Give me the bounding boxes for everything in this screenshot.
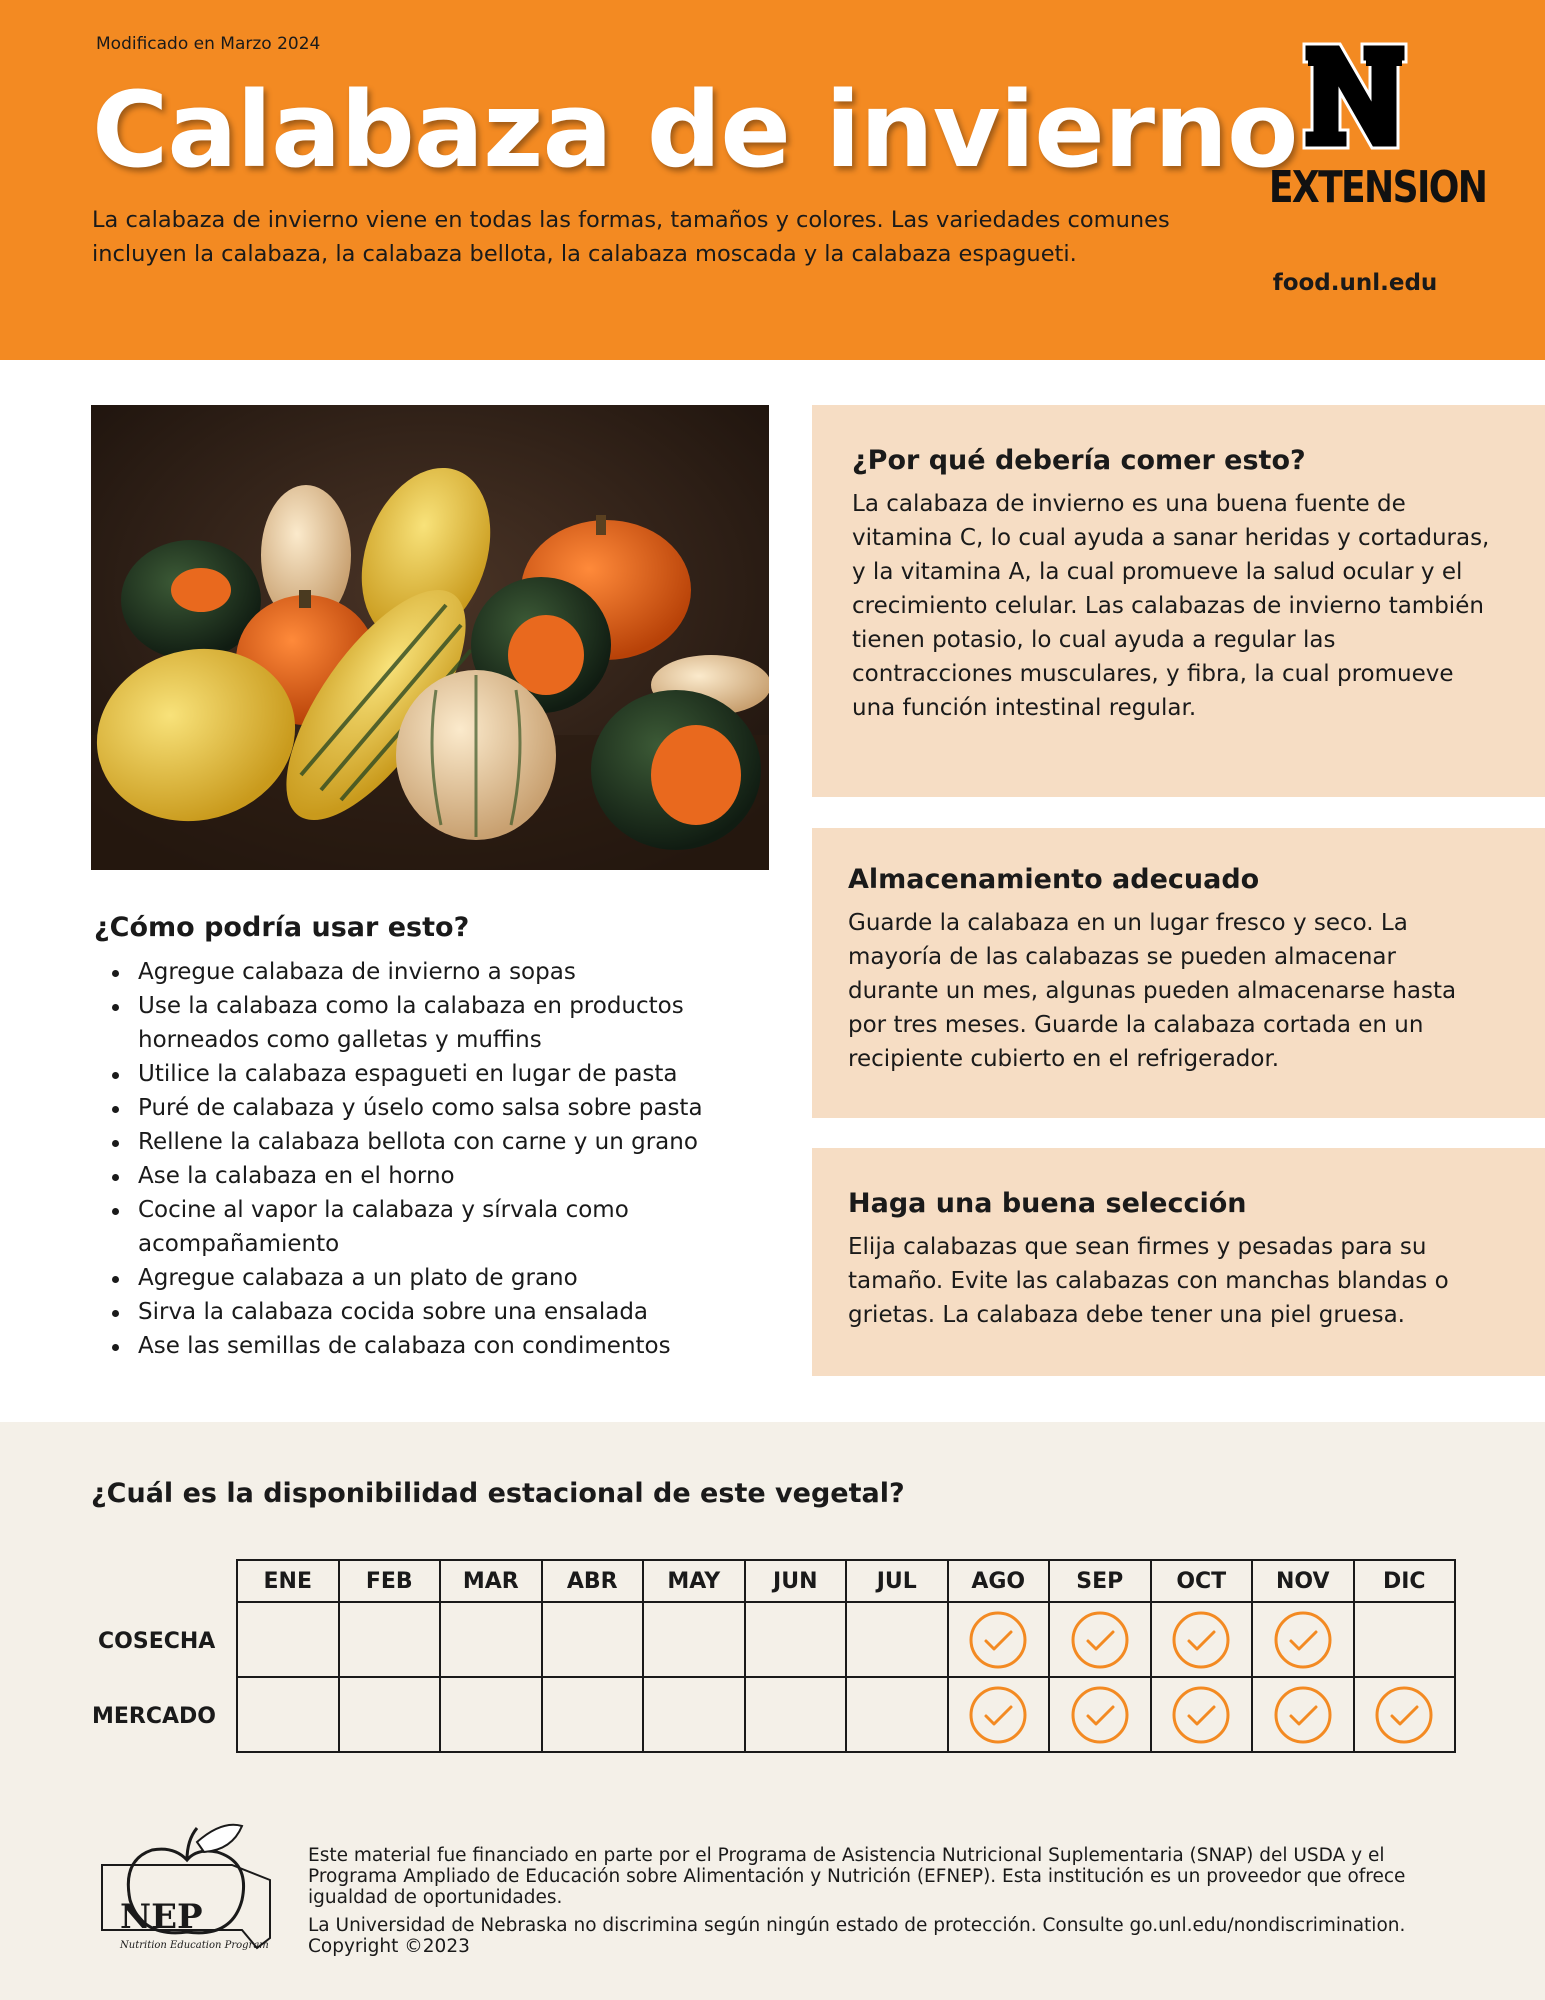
check-icon bbox=[1273, 1685, 1333, 1745]
availability-cell bbox=[1353, 1676, 1457, 1753]
intro-text: La calabaza de invierno viene en todas las formas, tamaños y colores. Las variedades comunes incluyen la calabaza, la calabaza bellota, la calabaza moscada y la calabaza espagueti. bbox=[92, 207, 1170, 267]
why-box bbox=[812, 405, 1545, 797]
list-item: Ase las semillas de calabaza con condimentos bbox=[94, 1329, 774, 1363]
month-header-oct: OCT bbox=[1150, 1559, 1254, 1603]
list-item: Agregue calabaza a un plato de grano bbox=[94, 1261, 774, 1295]
month-header-dic: DIC bbox=[1353, 1559, 1457, 1603]
list-item: Sirva la calabaza cocida sobre una ensalada bbox=[94, 1295, 774, 1329]
month-header-mar: MAR bbox=[439, 1559, 543, 1603]
list-item: Cocine al vapor la calabaza y sírvala como acompañamiento bbox=[94, 1193, 774, 1261]
availability-cell bbox=[947, 1676, 1051, 1753]
availability-cell bbox=[236, 1676, 340, 1753]
check-icon bbox=[1070, 1685, 1130, 1745]
availability-cell bbox=[541, 1676, 645, 1753]
availability-cell bbox=[338, 1601, 442, 1678]
availability-cell bbox=[338, 1676, 442, 1753]
month-header-nov: NOV bbox=[1251, 1559, 1355, 1603]
check-icon bbox=[1374, 1685, 1434, 1745]
availability-cell bbox=[541, 1601, 645, 1678]
availability-cell bbox=[1150, 1601, 1254, 1678]
month-header-ago: AGO bbox=[947, 1559, 1051, 1603]
month-header-abr: ABR bbox=[541, 1559, 645, 1603]
month-header-ene: ENE bbox=[236, 1559, 340, 1603]
check-icon bbox=[1171, 1685, 1231, 1745]
availability-cell bbox=[236, 1601, 340, 1678]
storage-text: Guarde la calabaza en un lugar fresco y seco. La mayoría de las calabazas se pueden almacenar durante un mes, algunas pueden almacenarse hasta por tres meses. Guarde la calabaza cortada en un recipiente cubierto en el refrigerador. bbox=[848, 910, 1457, 1072]
availability-cell bbox=[642, 1601, 746, 1678]
availability-cell bbox=[1048, 1601, 1152, 1678]
nep-tagline: Nutrition Education Program bbox=[120, 1940, 269, 1951]
seasonal-section: ¿Cuál es la disponibilidad estacional de este vegetal? ENE FEB MAR ABR MAY JUN JUL AGO SEP OCT NOV DIC COSECHA MERCADO bbox=[0, 1422, 1545, 2000]
n-logo-icon bbox=[1302, 42, 1408, 150]
availability-cell bbox=[439, 1601, 543, 1678]
check-icon bbox=[1070, 1610, 1130, 1670]
availability-cell bbox=[1353, 1601, 1457, 1678]
list-item: Puré de calabaza y úselo como salsa sobre pasta bbox=[94, 1091, 774, 1125]
nep-logo-text: NEP bbox=[120, 1897, 203, 1937]
availability-cell bbox=[642, 1676, 746, 1753]
modified-date: Modificado en Marzo 2024 bbox=[96, 34, 321, 54]
extension-logo bbox=[1250, 42, 1487, 222]
month-header-feb: FEB bbox=[338, 1559, 442, 1603]
check-icon bbox=[1273, 1610, 1333, 1670]
list-item: Rellene la calabaza bellota con carne y un grano bbox=[94, 1125, 774, 1159]
use-list bbox=[94, 955, 774, 1363]
website-link[interactable]: food.unl.edu bbox=[1272, 270, 1438, 296]
funding-notice: Este material fue financiado en parte por el Programa de Asistencia Nutricional Suplementaria (SNAP) del USDA y el Programa Ampliado de Educación sobre Alimentación y Nutrición (EFNEP). Esta institución es un proveedor que ofrece igualdad de oportunidades. bbox=[308, 1845, 1406, 1908]
nep-logo bbox=[92, 1820, 282, 1960]
availability-cell bbox=[1150, 1676, 1254, 1753]
availability-cell bbox=[439, 1676, 543, 1753]
storage-title: Almacenamiento adecuado bbox=[848, 864, 1260, 895]
month-header-jun: JUN bbox=[744, 1559, 848, 1603]
availability-cell bbox=[1048, 1676, 1152, 1753]
availability-cell bbox=[744, 1601, 848, 1678]
month-header-may: MAY bbox=[642, 1559, 746, 1603]
list-item: Agregue calabaza de invierno a sopas bbox=[94, 955, 774, 989]
selection-title: Haga una buena selección bbox=[848, 1188, 1247, 1219]
selection-box bbox=[812, 1148, 1545, 1376]
nondiscrimination-notice: La Universidad de Nebraska no discrimina según ningún estado de protección. Consulte go.unl.edu/nondiscrimination. Copyright ©2023 bbox=[308, 1915, 1406, 1957]
availability-cell bbox=[845, 1676, 949, 1753]
why-text: La calabaza de invierno es una buena fuente de vitamina C, lo cual ayuda a sanar heridas y cortaduras, y la vitamina A, la cual promueve la salud ocular y el crecimiento celular. Las calabazas de invierno también tienen potasio, lo cual ayuda a regular las contracciones musculares, y fibra, la cual promueve una función intestinal regular. bbox=[852, 491, 1490, 721]
availability-cell bbox=[1251, 1676, 1355, 1753]
logo-extension-text: EXTENSION bbox=[1268, 162, 1487, 213]
check-icon bbox=[1171, 1610, 1231, 1670]
list-item: Utilice la calabaza espagueti en lugar de pasta bbox=[94, 1057, 774, 1091]
storage-box bbox=[812, 828, 1545, 1118]
page-title: Calabaza de invierno bbox=[92, 69, 1298, 191]
availability-cell bbox=[845, 1601, 949, 1678]
header-banner bbox=[0, 0, 1545, 360]
list-item: Ase la calabaza en el horno bbox=[94, 1159, 774, 1193]
month-header-jul: JUL bbox=[845, 1559, 949, 1603]
availability-cell bbox=[744, 1676, 848, 1753]
selection-text: Elija calabazas que sean firmes y pesadas para su tamaño. Evite las calabazas con manchas blandas o grietas. La calabaza debe tener una piel gruesa. bbox=[848, 1234, 1449, 1328]
availability-cell bbox=[947, 1601, 1051, 1678]
season-title: ¿Cuál es la disponibilidad estacional de este vegetal? bbox=[91, 1478, 905, 1509]
check-icon bbox=[968, 1610, 1028, 1670]
availability-cell bbox=[1251, 1601, 1355, 1678]
winter-squash-photo bbox=[91, 405, 769, 870]
why-title: ¿Por qué debería comer esto? bbox=[852, 445, 1306, 476]
month-header-sep: SEP bbox=[1048, 1559, 1152, 1603]
list-item: Use la calabaza como la calabaza en productos horneados como galletas y muffins bbox=[94, 989, 774, 1057]
use-title: ¿Cómo podría usar esto? bbox=[94, 912, 470, 943]
check-icon bbox=[968, 1685, 1028, 1745]
